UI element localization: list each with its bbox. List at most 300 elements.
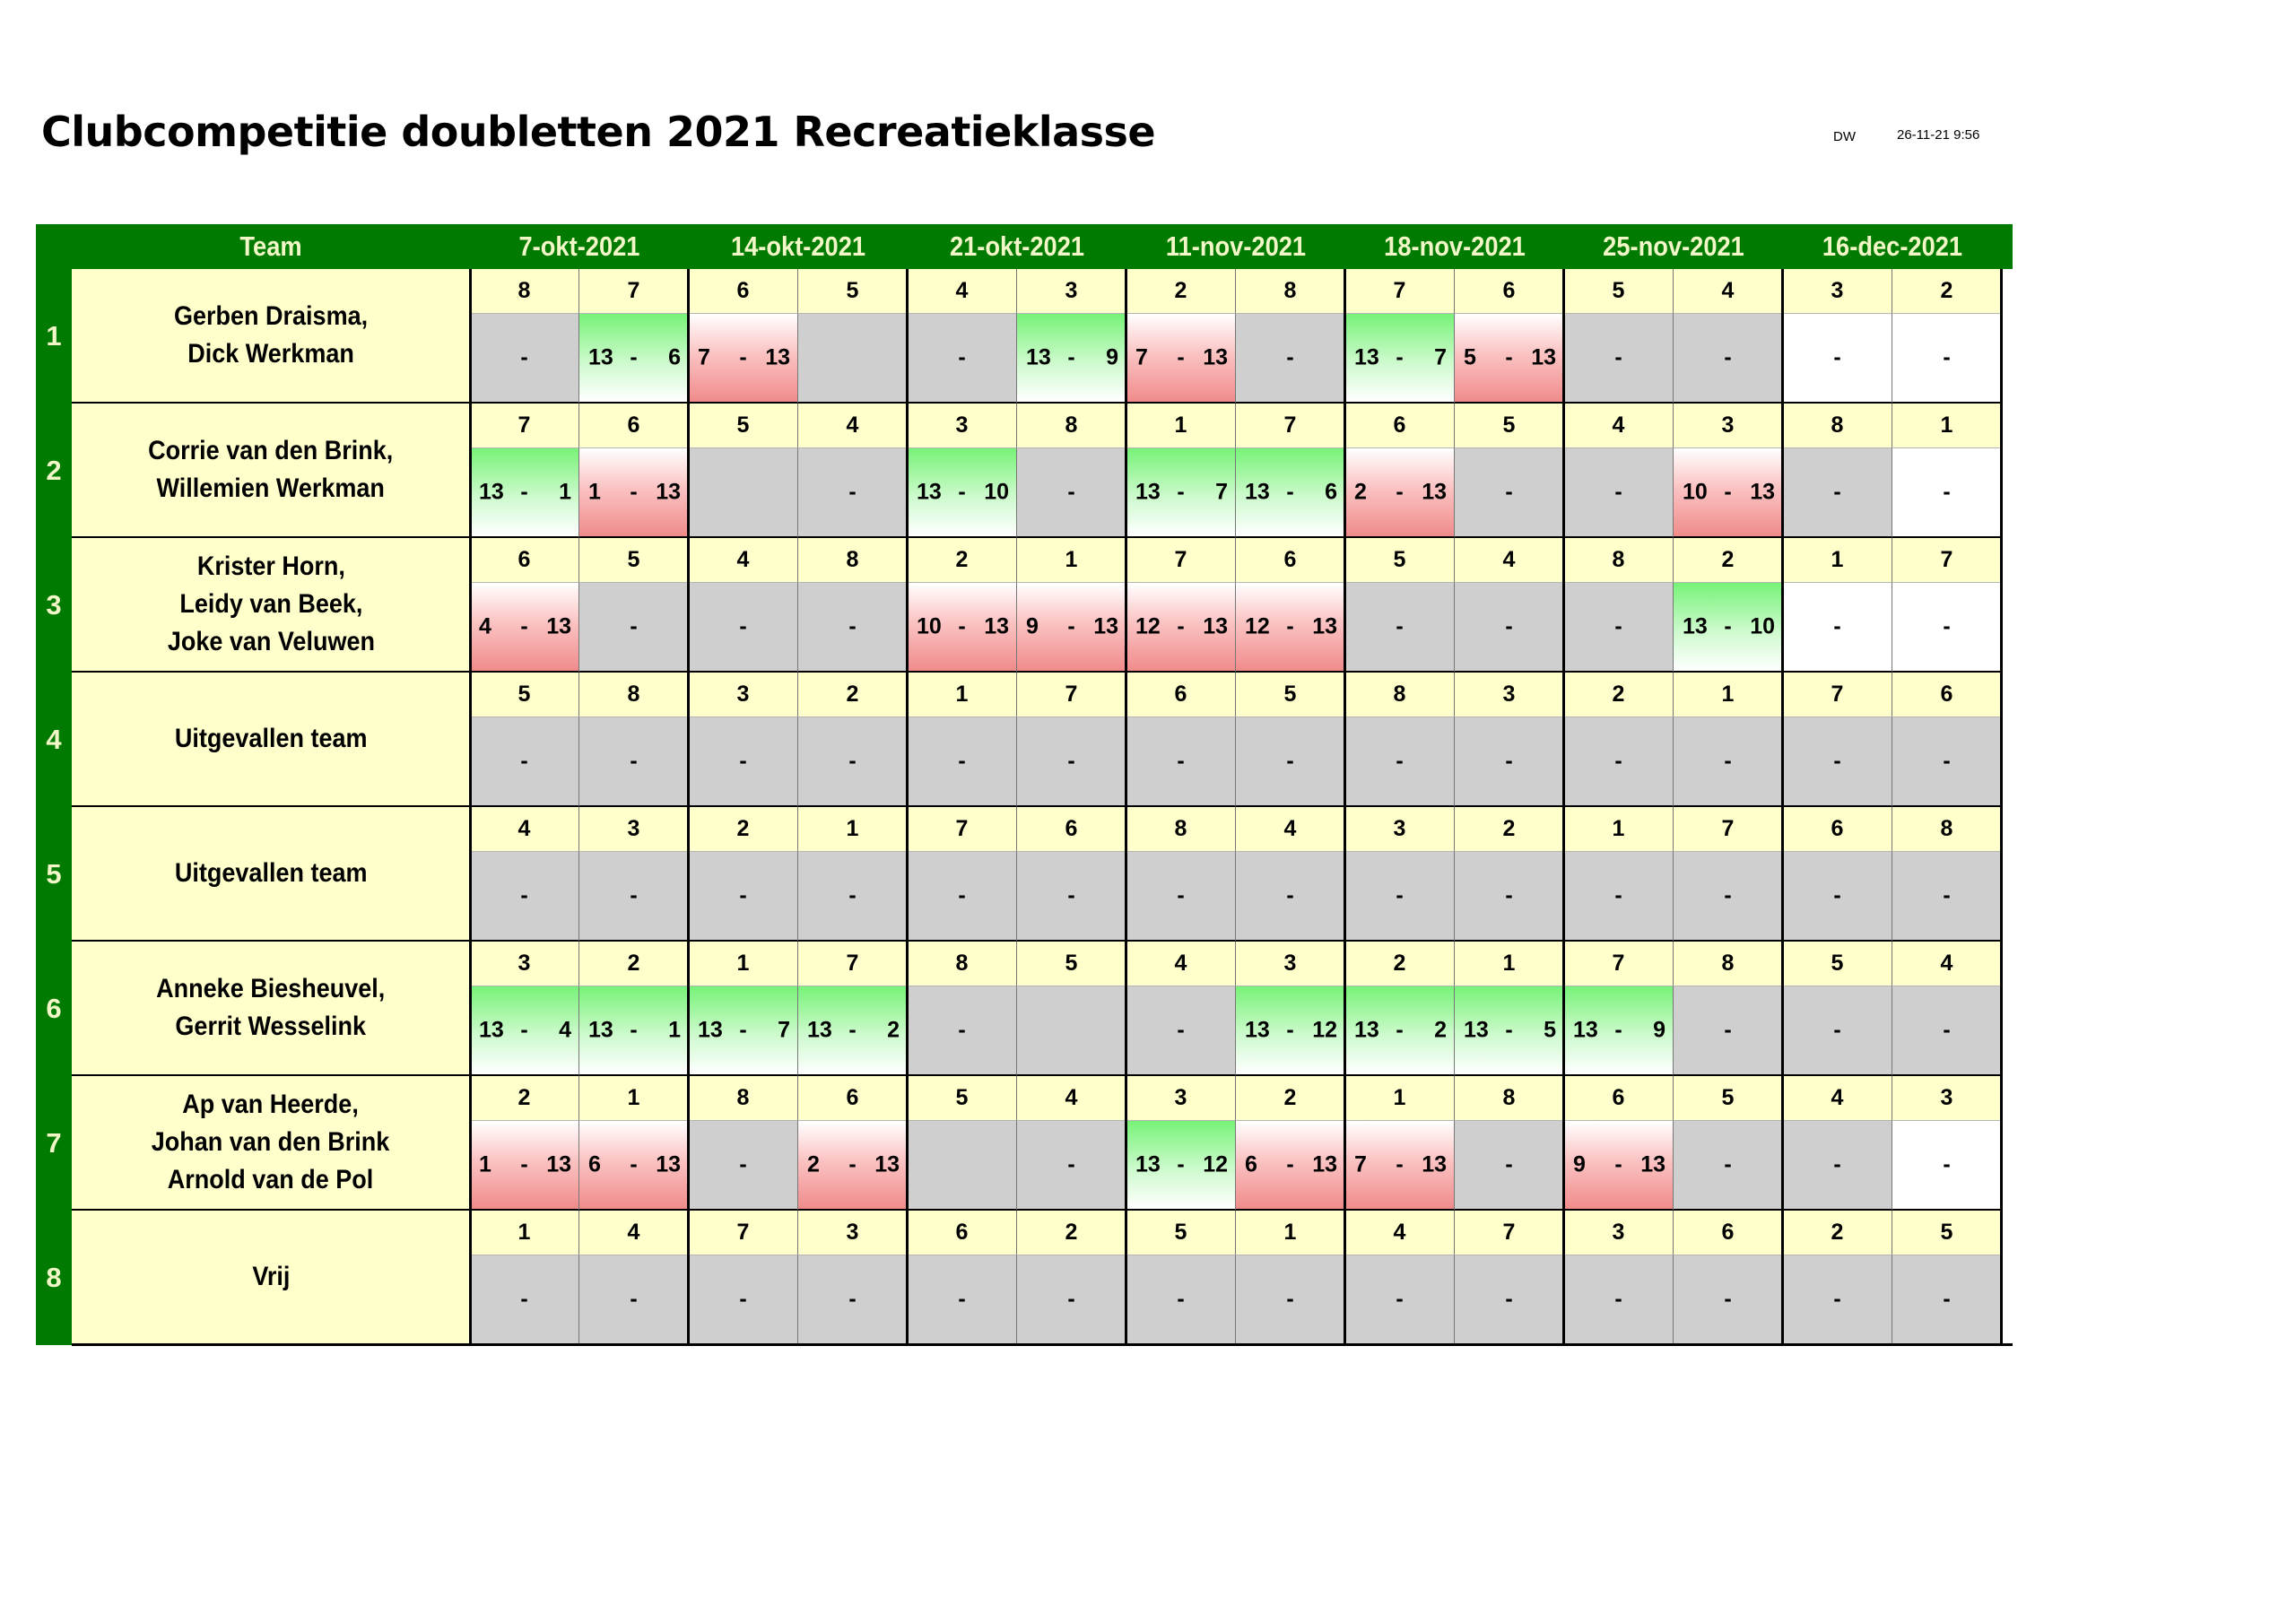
score-opponent: 2 [887,1017,900,1043]
score-own: 13 [917,479,942,505]
score-dash: - [1833,613,1841,639]
score-cell [1126,717,1236,807]
score-own: 9 [1573,1151,1586,1177]
opponent-number: 4 [470,807,579,852]
team-member-name: Anneke Biesheuvel, [156,974,386,1003]
score-opponent: 13 [1312,1151,1337,1177]
score-own: 6 [588,1151,601,1177]
score-cell [1236,852,1345,942]
score-dash: - [630,1017,638,1043]
column-header-date: 7-okt-2021 [518,230,640,262]
date-group-separator [1344,269,1346,1345]
score-dash: - [1833,748,1841,774]
score-dash: - [630,479,638,505]
opponent-number: 6 [1783,807,1892,852]
opponent-number: 5 [470,673,579,717]
team-number: 4 [46,724,62,755]
score-dash: - [1286,1151,1294,1177]
opponent-number: 7 [1455,1211,1564,1255]
score-dash: - [958,1017,966,1043]
score-own: 7 [1135,344,1148,370]
team-name-cell [72,807,470,942]
score-cell [470,583,579,673]
score-cell [798,448,908,538]
score-dash: - [848,1017,857,1043]
score-dash: - [1943,1151,1951,1177]
opponent-number: 3 [798,1211,908,1255]
opponent-number: 1 [1126,404,1236,448]
score-own: 7 [698,344,710,370]
score-own: 2 [807,1151,820,1177]
opponent-number: 8 [689,1076,798,1121]
score-cell [908,717,1017,807]
score-dash: - [1505,1286,1513,1312]
score-cell [1783,852,1892,942]
score-own: 1 [588,479,601,505]
score-own: 13 [1354,344,1379,370]
opponent-number: 2 [1783,1211,1892,1255]
score-cell [579,1121,689,1211]
score-dash: - [1833,479,1841,505]
score-cell [1345,852,1455,942]
score-cell [470,986,579,1076]
column-header-date: 25-nov-2021 [1603,230,1744,262]
score-dash: - [958,613,966,639]
score-dash: - [958,882,966,908]
score-dash: - [739,882,747,908]
score-cell [1564,1121,1674,1211]
score-opponent: 1 [559,479,571,505]
score-cell [1783,986,1892,1076]
opponent-number: 4 [1455,538,1564,583]
score-opponent: 13 [765,344,790,370]
opponent-number: 5 [1674,1076,1783,1121]
score-cell [1017,1121,1126,1211]
column-header-date: 14-okt-2021 [730,230,866,262]
score-cell [1455,1255,1564,1345]
score-cell [470,852,579,942]
team-number: 3 [46,589,62,621]
score-dash: - [739,1286,747,1312]
score-dash: - [1614,882,1622,908]
score-dash: - [520,344,528,370]
score-dash: - [1396,1151,1404,1177]
score-cell [579,1255,689,1345]
score-dash: - [1286,1286,1294,1312]
score-dash: - [1286,1017,1294,1043]
score-own: 13 [1464,1017,1489,1043]
table-bottom-border [72,1343,2013,1346]
score-dash: - [1177,344,1185,370]
opponent-number: 3 [1236,942,1345,986]
score-cell [798,852,908,942]
score-cell [1892,583,2002,673]
score-cell [1455,583,1564,673]
score-cell [579,986,689,1076]
team-name-cell [72,1211,470,1345]
score-opponent: 6 [1325,479,1337,505]
score-cell [1017,717,1126,807]
column-header-date: 11-nov-2021 [1165,230,1307,262]
score-dash: - [1614,479,1622,505]
opponent-number: 8 [1674,942,1783,986]
opponent-number: 5 [1783,942,1892,986]
score-dash: - [1724,1286,1732,1312]
score-dash: - [630,748,638,774]
opponent-number: 2 [908,538,1017,583]
opponent-number: 2 [1126,269,1236,314]
score-cell [1345,314,1455,404]
score-dash: - [630,344,638,370]
score-dash: - [1177,613,1185,639]
score-opponent: 2 [1434,1017,1447,1043]
score-opponent: 10 [1750,613,1775,639]
score-cell [1345,1255,1455,1345]
page-title: Clubcompetitie doubletten 2021 Recreatieklasse [41,108,1156,156]
score-dash: - [1177,882,1185,908]
score-cell [1236,314,1345,404]
score-own: 13 [1135,1151,1161,1177]
score-own: 13 [1573,1017,1598,1043]
score-cell [579,717,689,807]
opponent-number: 7 [1236,404,1345,448]
opponent-number: 5 [689,404,798,448]
opponent-number: 8 [1126,807,1236,852]
opponent-number: 6 [1564,1076,1674,1121]
score-cell [579,852,689,942]
score-dash: - [1614,1286,1622,1312]
score-cell [689,1255,798,1345]
score-dash: - [958,344,966,370]
score-dash: - [1067,479,1075,505]
date-group-separator [469,269,472,1345]
opponent-number: 8 [798,538,908,583]
score-cell [1126,1255,1236,1345]
score-dash: - [1724,1017,1732,1043]
score-cell [1017,314,1126,404]
score-dash: - [520,1286,528,1312]
opponent-number: 2 [470,1076,579,1121]
score-cell [689,314,798,404]
score-cell [908,448,1017,538]
score-cell [1564,717,1674,807]
score-dash: - [739,344,747,370]
score-own: 2 [1354,479,1367,505]
score-opponent: 9 [1106,344,1118,370]
score-opponent: 7 [1215,479,1228,505]
opponent-number: 1 [798,807,908,852]
score-cell [1455,448,1564,538]
score-cell [908,1121,1017,1211]
score-dash: - [1396,479,1404,505]
opponent-number: 6 [1345,404,1455,448]
score-own: 13 [1245,1017,1270,1043]
team-member-name: Uitgevallen team [174,724,368,753]
team-name-cell [72,269,470,404]
score-cell [1783,717,1892,807]
team-name-cell [72,942,470,1076]
score-opponent: 5 [1544,1017,1556,1043]
score-cell [1783,448,1892,538]
team-members [148,432,393,508]
opponent-number: 3 [1126,1076,1236,1121]
opponent-number: 7 [798,942,908,986]
score-cell [798,314,908,404]
score-dash: - [1396,613,1404,639]
score-cell [1783,314,1892,404]
score-cell [1892,314,2002,404]
score-cell [1783,1121,1892,1211]
score-dash: - [630,882,638,908]
opponent-number: 2 [1455,807,1564,852]
opponent-number: 4 [798,404,908,448]
score-dash: - [520,613,528,639]
score-dash: - [1505,613,1513,639]
score-cell [1126,986,1236,1076]
opponent-number: 7 [1564,942,1674,986]
score-dash: - [1614,344,1622,370]
score-dash: - [1177,1017,1185,1043]
score-dash: - [1505,882,1513,908]
score-dash: - [520,748,528,774]
opponent-number: 1 [1345,1076,1455,1121]
team-member-name: Krister Horn, [196,551,345,581]
score-dash: - [1724,748,1732,774]
score-cell [470,1121,579,1211]
score-opponent: 13 [984,613,1009,639]
score-own: 10 [917,613,942,639]
score-dash: - [1614,1017,1622,1043]
score-dash: - [1614,1151,1622,1177]
score-opponent: 4 [559,1017,571,1043]
team-member-name: Uitgevallen team [174,858,368,888]
score-own: 10 [1683,479,1708,505]
score-cell [1674,583,1783,673]
opponent-number: 4 [908,269,1017,314]
score-cell [1564,583,1674,673]
opponent-number: 7 [1892,538,2002,583]
column-header-date: 16-dec-2021 [1822,230,1963,262]
score-cell [470,1255,579,1345]
score-opponent: 6 [668,344,681,370]
score-dash: - [1833,1151,1841,1177]
score-opponent: 13 [1093,613,1118,639]
opponent-number: 6 [470,538,579,583]
score-opponent: 13 [1750,479,1775,505]
team-member-name: Gerrit Wesselink [175,1012,367,1041]
score-opponent: 13 [546,613,571,639]
score-own: 12 [1245,613,1270,639]
opponent-number: 7 [1674,807,1783,852]
score-opponent: 12 [1312,1017,1337,1043]
opponent-number: 4 [1236,807,1345,852]
team-number: 7 [46,1127,62,1159]
score-dash: - [1505,479,1513,505]
score-cell [1345,1121,1455,1211]
score-cell [1674,717,1783,807]
opponent-number: 6 [1126,673,1236,717]
print-timestamp: 26-11-21 9:56 [1897,127,1980,143]
score-dash: - [520,479,528,505]
score-dash: - [1724,882,1732,908]
opponent-number: 6 [579,404,689,448]
opponent-number: 8 [1564,538,1674,583]
opponent-number: 7 [689,1211,798,1255]
score-opponent: 12 [1203,1151,1228,1177]
score-cell [1017,852,1126,942]
score-cell [1017,448,1126,538]
score-opponent: 7 [778,1017,790,1043]
score-own: 9 [1026,613,1039,639]
column-header-team: Team [239,230,302,262]
opponent-number: 3 [1455,673,1564,717]
score-dash: - [1067,882,1075,908]
opponent-number: 2 [1236,1076,1345,1121]
opponent-number: 4 [1892,942,2002,986]
score-cell [689,1121,798,1211]
team-member-name: Arnold van de Pol [168,1165,374,1194]
score-dash: - [1396,1017,1404,1043]
score-cell [1783,1255,1892,1345]
score-dash: - [848,1286,857,1312]
score-cell [1236,1255,1345,1345]
score-cell [470,314,579,404]
team-member-name: Willemien Werkman [156,473,386,503]
score-dash: - [1286,344,1294,370]
team-number: 8 [46,1262,62,1293]
score-dash: - [630,613,638,639]
opponent-number: 4 [1345,1211,1455,1255]
opponent-number: 2 [1017,1211,1126,1255]
score-cell [1674,448,1783,538]
score-dash: - [1286,479,1294,505]
opponent-number: 7 [908,807,1017,852]
opponent-number: 5 [1345,538,1455,583]
score-cell [798,583,908,673]
score-cell [689,448,798,538]
score-dash: - [848,882,857,908]
opponent-number: 4 [1126,942,1236,986]
team-number: 2 [46,455,62,486]
opponent-number: 2 [1674,538,1783,583]
score-dash: - [1286,882,1294,908]
opponent-number: 1 [908,673,1017,717]
score-own: 13 [588,344,613,370]
date-group-separator [687,269,690,1345]
score-dash: - [1067,344,1075,370]
opponent-number: 4 [1783,1076,1892,1121]
score-own: 13 [479,1017,504,1043]
opponent-number: 1 [1892,404,2002,448]
score-cell [1892,1255,2002,1345]
score-cell [1892,1121,2002,1211]
score-dash: - [1505,1151,1513,1177]
opponent-number: 8 [1345,673,1455,717]
team-member-name: Corrie van den Brink, [148,436,394,465]
opponent-number: 2 [689,807,798,852]
score-cell [689,852,798,942]
score-dash: - [1943,1286,1951,1312]
date-group-separator [1562,269,1565,1345]
team-name-cell [72,1076,470,1211]
score-opponent: 13 [1312,613,1337,639]
score-cell [1674,1121,1783,1211]
score-cell [1126,583,1236,673]
score-cell [579,314,689,404]
score-dash: - [1177,1286,1185,1312]
opponent-number: 5 [908,1076,1017,1121]
score-cell [1783,583,1892,673]
opponent-number: 3 [1564,1211,1674,1255]
opponent-number: 3 [689,673,798,717]
score-dash: - [1833,1017,1841,1043]
opponent-number: 8 [579,673,689,717]
score-dash: - [848,748,857,774]
score-dash: - [1614,748,1622,774]
team-name-cell [72,538,470,673]
score-dash: - [1396,1286,1404,1312]
score-cell [1892,986,2002,1076]
opponent-number: 6 [689,269,798,314]
date-group-separator [1125,269,1127,1345]
opponent-number: 8 [470,269,579,314]
score-own: 13 [588,1017,613,1043]
team-member-name: Dick Werkman [187,339,354,369]
score-dash: - [1067,748,1075,774]
score-cell [689,986,798,1076]
score-opponent: 13 [1640,1151,1665,1177]
team-members [174,298,368,373]
opponent-number: 2 [1345,942,1455,986]
score-dash: - [1724,613,1732,639]
opponent-number: 7 [1345,269,1455,314]
team-name-cell [72,673,470,807]
opponent-number: 7 [1017,673,1126,717]
column-header-date: 21-okt-2021 [949,230,1085,262]
opponent-number: 6 [798,1076,908,1121]
score-dash: - [1505,344,1513,370]
score-cell [689,583,798,673]
score-dash: - [1067,1286,1075,1312]
score-own: 13 [1354,1017,1379,1043]
score-cell [1455,986,1564,1076]
opponent-number: 5 [1892,1211,2002,1255]
score-dash: - [1505,1017,1513,1043]
score-opponent: 13 [1203,344,1228,370]
team-number: 6 [46,993,62,1024]
team-members [152,1086,390,1199]
opponent-number: 7 [1783,673,1892,717]
score-dash: - [739,613,747,639]
opponent-number: 1 [579,1076,689,1121]
score-cell [1892,717,2002,807]
score-cell [1345,583,1455,673]
score-dash: - [1724,1151,1732,1177]
score-own: 7 [1354,1151,1367,1177]
score-opponent: 7 [1434,344,1447,370]
score-cell [908,583,1017,673]
score-dash: - [1943,344,1951,370]
score-dash: - [739,1017,747,1043]
opponent-number: 2 [798,673,908,717]
opponent-number: 2 [579,942,689,986]
opponent-number: 7 [579,269,689,314]
score-cell [1564,314,1674,404]
opponent-number: 8 [1455,1076,1564,1121]
opponent-number: 6 [1017,807,1126,852]
opponent-number: 8 [1236,269,1345,314]
score-dash: - [958,1286,966,1312]
